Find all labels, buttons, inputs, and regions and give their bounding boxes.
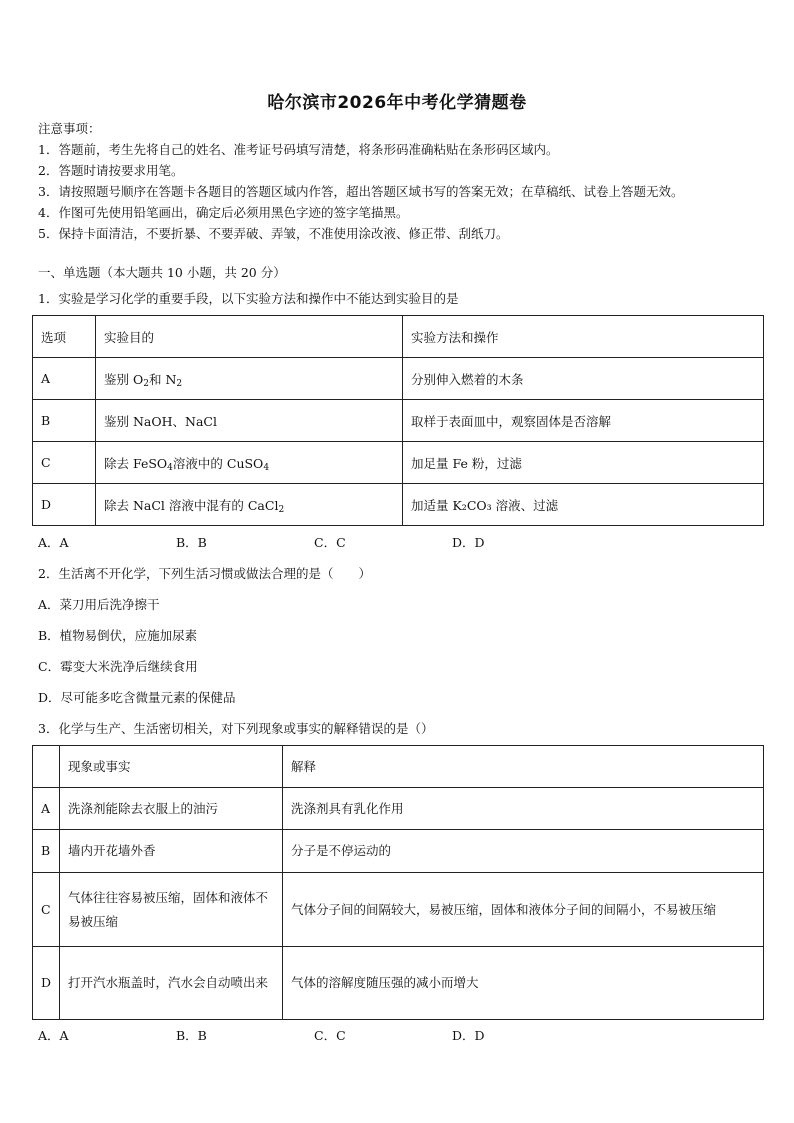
table-row bbox=[33, 947, 764, 1020]
phenomenon: 洗涤剂能除去衣服上的油污 bbox=[60, 788, 283, 830]
table-row bbox=[33, 873, 764, 947]
table-row bbox=[33, 484, 764, 526]
option-letter: A bbox=[33, 358, 96, 400]
notice-item: 2．答题时请按要求用笔。 bbox=[38, 163, 184, 178]
experiment-method: 加适量 K₂CO₃ 溶液、过滤 bbox=[403, 484, 764, 526]
table-row bbox=[33, 358, 764, 400]
experiment-method: 分别伸入燃着的木条 bbox=[403, 358, 764, 400]
answer-option: C．C bbox=[314, 535, 346, 550]
option-letter: C bbox=[33, 873, 60, 947]
option-letter: C bbox=[33, 442, 96, 484]
question-2-stem: 2．生活离不开化学，下列生活习惯或做法合理的是（ ） bbox=[38, 566, 371, 581]
section-heading: 一、单选题（本大题共 10 小题，共 20 分） bbox=[38, 265, 286, 280]
experiment-goal: 鉴别 $O_2$和 $N_2$ bbox=[96, 358, 403, 400]
table-header-cell: 实验方法和操作 bbox=[403, 316, 764, 358]
notice-item: 3．请按照题号顺序在答题卡各题目的答题区域内作答，超出答题区域书写的答案无效；在草稿纸、试卷上答题无效。 bbox=[38, 184, 684, 199]
table-row bbox=[33, 442, 764, 484]
phenomenon: 打开汽水瓶盖时，汽水会自动喷出来 bbox=[60, 947, 283, 1020]
explanation: 气体的溶解度随压强的减小而增大 bbox=[283, 947, 764, 1020]
answer-option: B．B bbox=[176, 535, 207, 550]
option-letter: B bbox=[33, 830, 60, 873]
table-header-cell: 实验目的 bbox=[96, 316, 403, 358]
phenomenon: 气体往往容易被压缩，固体和液体不易被压缩 bbox=[60, 873, 283, 947]
explanation: 洗涤剂具有乳化作用 bbox=[283, 788, 764, 830]
experiment-method: 加足量 Fe 粉，过滤 bbox=[403, 442, 764, 484]
table-row bbox=[33, 788, 764, 830]
table-header-cell: 现象或事实 bbox=[60, 746, 283, 788]
option-letter: B bbox=[33, 400, 96, 442]
experiment-goal: 除去 NaCl 溶液中混有的 CaCl$_2$ bbox=[96, 484, 403, 526]
table-header-row bbox=[33, 316, 764, 358]
question-1-stem: 1．实验是学习化学的重要手段，以下实验方法和操作中不能达到实验目的是 bbox=[38, 291, 459, 306]
answer-option: A．A bbox=[38, 1028, 69, 1043]
answer-option: D．D bbox=[452, 1028, 485, 1043]
option-letter: D bbox=[33, 947, 60, 1020]
notice-item: 5．保持卡面清洁，不要折暴、不要弄破、弄皱，不准使用涂改液、修正带、刮纸刀。 bbox=[38, 226, 509, 241]
table-row bbox=[33, 830, 764, 873]
question-3-table bbox=[32, 745, 764, 1020]
answer-option: D．尽可能多吃含微量元素的保健品 bbox=[38, 690, 236, 705]
explanation: 气体分子间的间隔较大，易被压缩，固体和液体分子间的间隔小，不易被压缩 bbox=[283, 873, 764, 947]
answer-option: A．A bbox=[38, 535, 69, 550]
experiment-goal: 鉴别 NaOH、NaCl bbox=[96, 400, 403, 442]
table-header-cell: 选项 bbox=[33, 316, 96, 358]
question-1-options bbox=[38, 535, 590, 551]
table-header-cell bbox=[33, 746, 60, 788]
answer-option: D．D bbox=[452, 535, 485, 550]
table-header-cell: 解释 bbox=[283, 746, 764, 788]
table-header-row bbox=[33, 746, 764, 788]
answer-option: C．霉变大米洗净后继续食用 bbox=[38, 659, 198, 674]
answer-option: B．B bbox=[176, 1028, 207, 1043]
question-3-options bbox=[38, 1028, 590, 1044]
notice-heading: 注意事项： bbox=[38, 121, 101, 136]
notice-item: 4．作图可先使用铅笔画出，确定后必须用黑色字迹的签字笔描黑。 bbox=[38, 205, 409, 220]
explanation: 分子是不停运动的 bbox=[283, 830, 764, 873]
phenomenon: 墙内开花墙外香 bbox=[60, 830, 283, 873]
option-letter: D bbox=[33, 484, 96, 526]
experiment-goal: 除去 FeSO$_4$溶液中的 CuSO$_4$ bbox=[96, 442, 403, 484]
table-row bbox=[33, 400, 764, 442]
answer-option: B．植物易倒伏，应施加尿素 bbox=[38, 628, 198, 643]
question-3-stem: 3．化学与生产、生活密切相关，对下列现象或事实的解释错误的是（） bbox=[38, 721, 434, 736]
answer-option: C．C bbox=[314, 1028, 346, 1043]
question-1-table bbox=[32, 315, 764, 526]
option-letter: A bbox=[33, 788, 60, 830]
notice-item: 1．答题前，考生先将自己的姓名、准考证号码填写清楚，将条形码准确粘贴在条形码区域内。 bbox=[38, 142, 559, 157]
answer-option: A．菜刀用后洗净擦干 bbox=[38, 597, 160, 612]
experiment-method: 取样于表面皿中，观察固体是否溶解 bbox=[403, 400, 764, 442]
page-title: 哈尔滨市2026年中考化学猜题卷 bbox=[267, 93, 527, 113]
